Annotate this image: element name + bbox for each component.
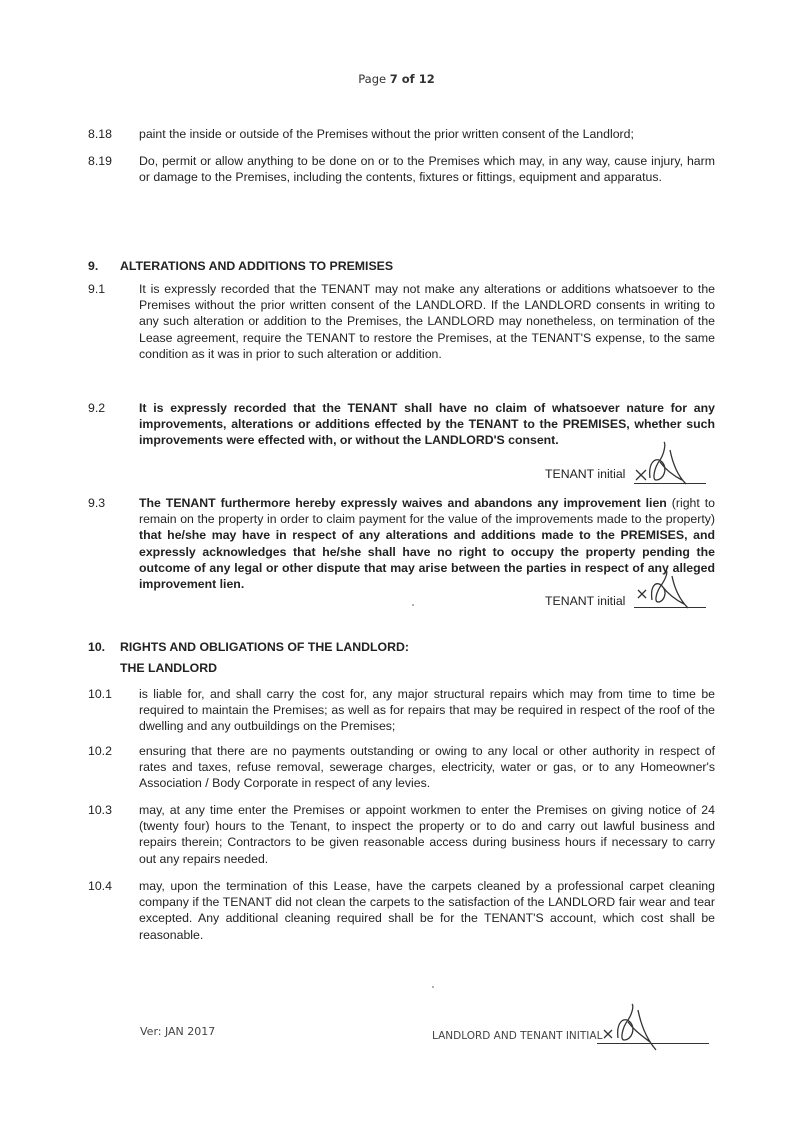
page-number: 7 [389,72,398,86]
clause-number: 10.4 [88,879,112,893]
clause-text: Do, permit or allow anything to be done on or to the Premises which may, in any way, cause injury, harm or damage to the Premises, including the contents, fixtures or fittings, equipment and apparatus. [139,154,715,185]
clause-text: ensuring that there are no payments outstanding or owing to any local or other authority in respect of rates and taxes, refuse removal, sewerage charges, electricity, water or gas, or to any Homeowner's Association / Body Corporate in respect of any levies. [139,744,715,791]
clause-number: 9.2 [88,401,106,415]
clause-number: 8.18 [88,127,112,141]
tenant-initial-label-2: TENANT initial [545,594,626,608]
page-total: 12 [418,72,435,86]
section-10-subheading: THE LANDLORD [120,661,218,675]
clause-number: 8.19 [88,154,112,168]
clause-number: 10.2 [88,744,112,758]
clause-text: may, upon the termination of this Lease, have the carpets cleaned by a professional carpet cleaning company if the TENANT did not clean the carpets to the satisfaction of the LANDLORD fair wear and tear excepted. Any additional cleaning required shall be for the TENANT'S account, which cost shall be reasonable. [139,879,715,942]
tenant-initial-label: TENANT initial [545,467,626,481]
scan-speck [412,604,414,606]
tenant-signature-icon-2 [632,568,702,614]
clause-number: 9.1 [88,282,106,296]
clause-text: may, at any time enter the Premises or appoint workmen to enter the Premises on giving notice of 24 (twenty four) hours to the Tenant, to inspect the property or to do and carry out lawful business and repairs therein; Contractors to be given reasonable access during business hours if necessary to carry out any repairs needed. [139,803,715,866]
clause-text: The TENANT furthermore hereby expressly waives and abandons any improvement lien (right to remain on the property in order to claim payment for the value of the improvements made to the property) that he/she may have in respect of any alterations and additions made to the PREMISES, and expressly acknowledges that he/she shall have no right to occupy the property pending the outcome of any legal or other dispute that may arise between the parties in respect of any alleged improvement lien. [139,496,715,592]
clause-text: It is expressly recorded that the TENANT may not make any alterations or additions whatsoever to the Premises without the prior written consent of the LANDLORD. If the LANDLORD consents in writing to any such alteration or addition to the Premises, the LANDLORD may nonetheless, on termination of the Lease agreement, require the TENANT to restore the Premises, at the TENANT'S expense, to the same condition as it was in prior to such alteration or addition. [139,282,715,361]
landlord-tenant-signature-icon [600,1002,670,1054]
clause-number: 10.1 [88,687,112,701]
clause-number: 10.3 [88,803,112,817]
section-10-heading: 10. RIGHTS AND OBLIGATIONS OF THE LANDLORD: [88,640,409,654]
clause-text: paint the inside or outside of the Premises without the prior written consent of the Landlord; [139,127,634,141]
clause-text: is liable for, and shall carry the cost for, any major structural repairs which may from time to time be required to maintain the Premises; as well as for repairs that may be required in respect of the roof of the dwelling and any outbuildings on the Premises; [139,687,715,734]
landlord-tenant-initial-label: LANDLORD AND TENANT INITIAL [432,1030,603,1042]
tenant-signature-icon [630,440,700,490]
page-header: Page 7 of 12 [358,72,435,86]
clause-text: It is expressly recorded that the TENANT shall have no claim of whatsoever nature for any improvements, alterations or additions effected by the TENANT to the PREMISES, whether such improvements were effected with, or without the LANDLORD'S consent. [139,401,715,448]
version-label: Ver: JAN 2017 [140,1025,216,1038]
clause-number: 9.3 [88,496,106,510]
section-9-heading: 9. ALTERATIONS AND ADDITIONS TO PREMISES [88,259,394,273]
scan-speck [432,986,434,988]
